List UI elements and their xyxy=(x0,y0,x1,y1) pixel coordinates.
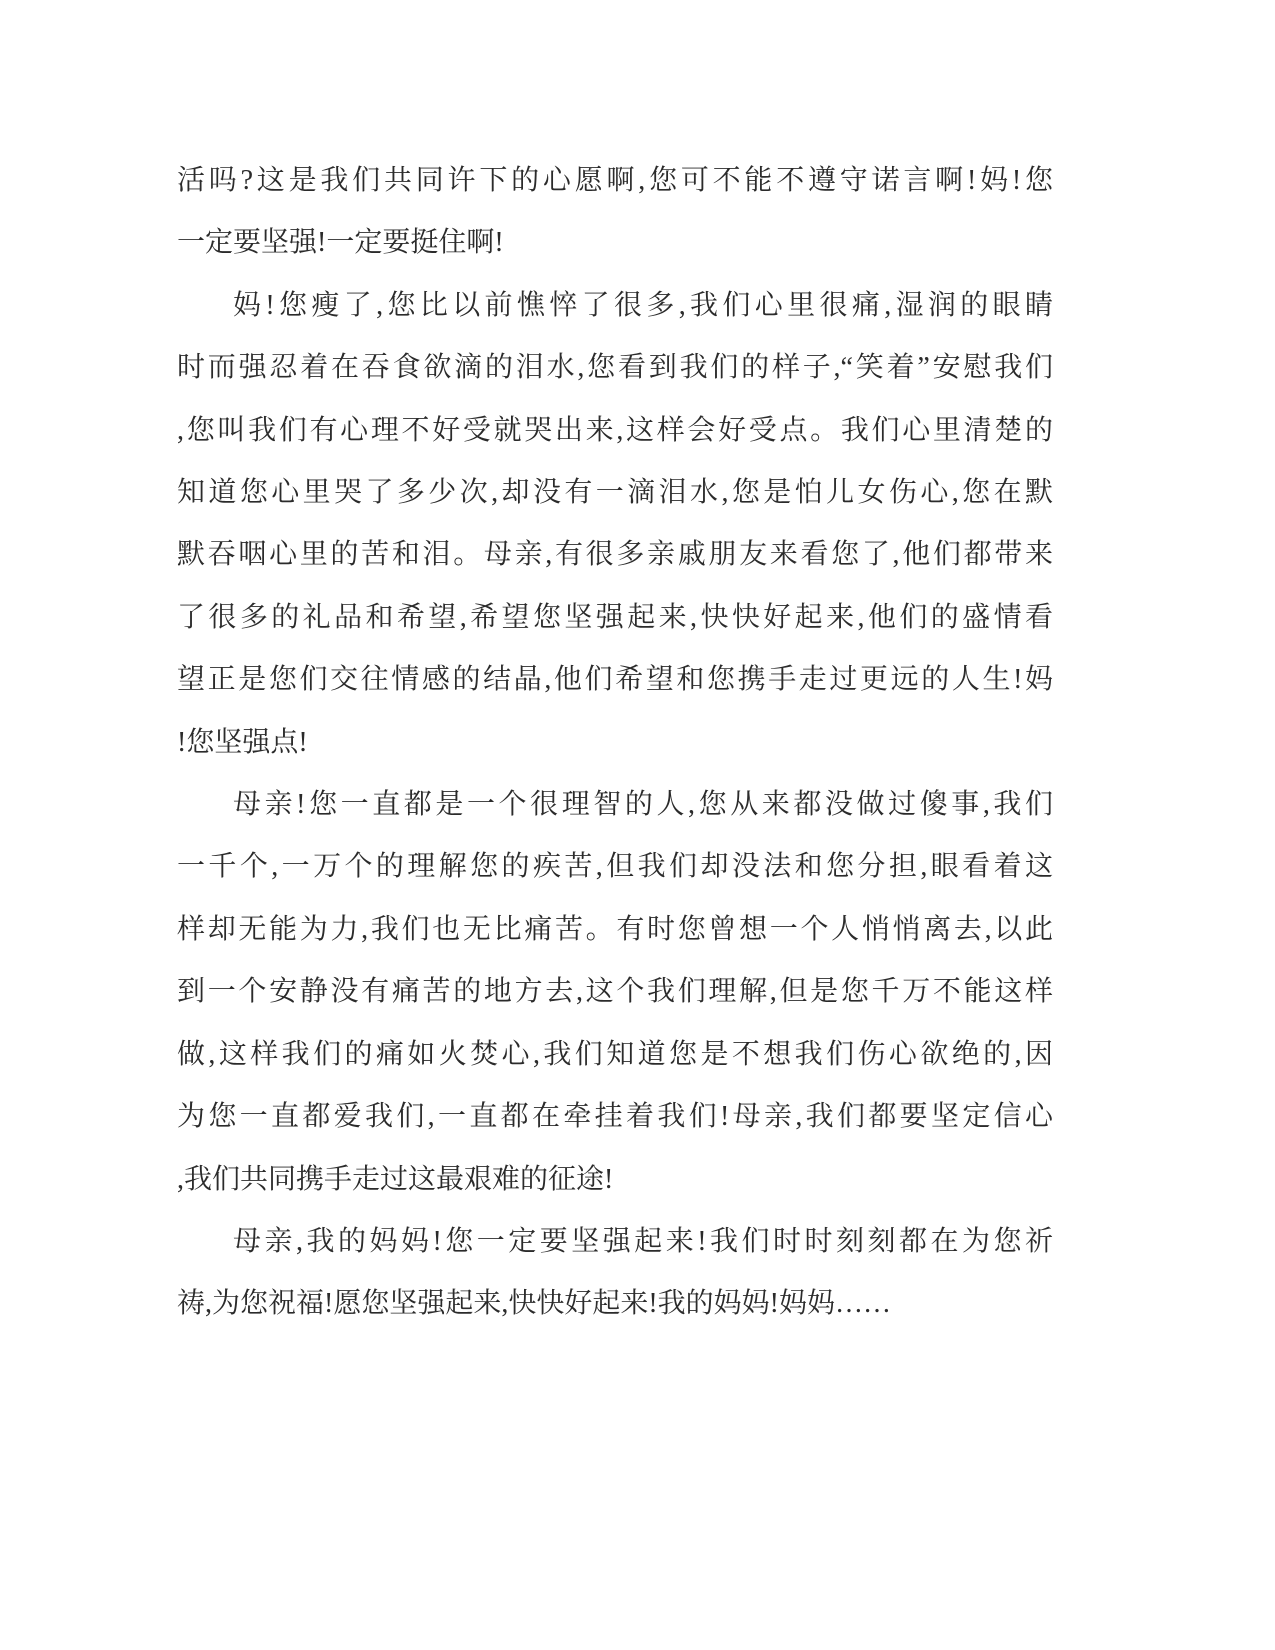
text-line: 时而强忍着在吞食欲滴的泪水,您看到我们的样子,“笑着”安慰我们 xyxy=(177,352,1053,384)
text-line: 样却无能为力,我们也无比痛苦。有时您曾想一个人悄悄离去,以此 xyxy=(177,913,1053,945)
text-line: 活吗?这是我们共同许下的心愿啊,您可不能不遵守诺言啊!妈!您 xyxy=(177,165,1053,196)
paragraph xyxy=(177,275,1053,774)
text-line: 妈!您瘦了,您比以前憔悴了很多,我们心里很痛,湿润的眼睛 xyxy=(233,289,1053,321)
paragraph xyxy=(177,1211,1053,1336)
text-line: 默吞咽心里的苦和泪。母亲,有很多亲戚朋友来看您了,他们都带来 xyxy=(177,539,1053,571)
document-body xyxy=(177,150,1053,1336)
text-line: 知道您心里哭了多少次,却没有一滴泪水,您是怕儿女伤心,您在默 xyxy=(177,477,1053,509)
text-line: 祷,为您祝福!愿您坚强起来,快快好起来!我的妈妈!妈妈…… xyxy=(177,1288,891,1320)
text-line: 母亲!您一直都是一个很理智的人,您从来都没做过傻事,我们 xyxy=(233,789,1053,821)
text-line: 到一个安静没有痛苦的地方去,这个我们理解,但是您千万不能这样 xyxy=(177,976,1053,1008)
text-line: ,您叫我们有心理不好受就哭出来,这样会好受点。我们心里清楚的 xyxy=(177,414,1053,446)
text-line: ,我们共同携手走过这最艰难的征途! xyxy=(177,1163,614,1195)
paragraph xyxy=(177,150,1053,275)
text-line: 一千个,一万个的理解您的疾苦,但我们却没法和您分担,眼看着这 xyxy=(177,851,1053,883)
text-line: 为您一直都爱我们,一直都在牵挂着我们!母亲,我们都要坚定信心 xyxy=(177,1101,1053,1133)
text-line: 母亲,我的妈妈!您一定要坚强起来!我们时时刻刻都在为您祈 xyxy=(233,1225,1053,1257)
text-line: 望正是您们交往情感的结晶,他们希望和您携手走过更远的人生!妈 xyxy=(177,664,1053,696)
text-line: 了很多的礼品和希望,希望您坚强起来,快快好起来,他们的盛情看 xyxy=(177,601,1053,633)
text-line: 一定要坚强!一定要挺住啊! xyxy=(177,227,504,259)
paragraph xyxy=(177,774,1053,1211)
text-line: 做,这样我们的痛如火焚心,我们知道您是不想我们伤心欲绝的,因 xyxy=(177,1038,1053,1070)
text-line: !您坚强点! xyxy=(177,726,308,758)
